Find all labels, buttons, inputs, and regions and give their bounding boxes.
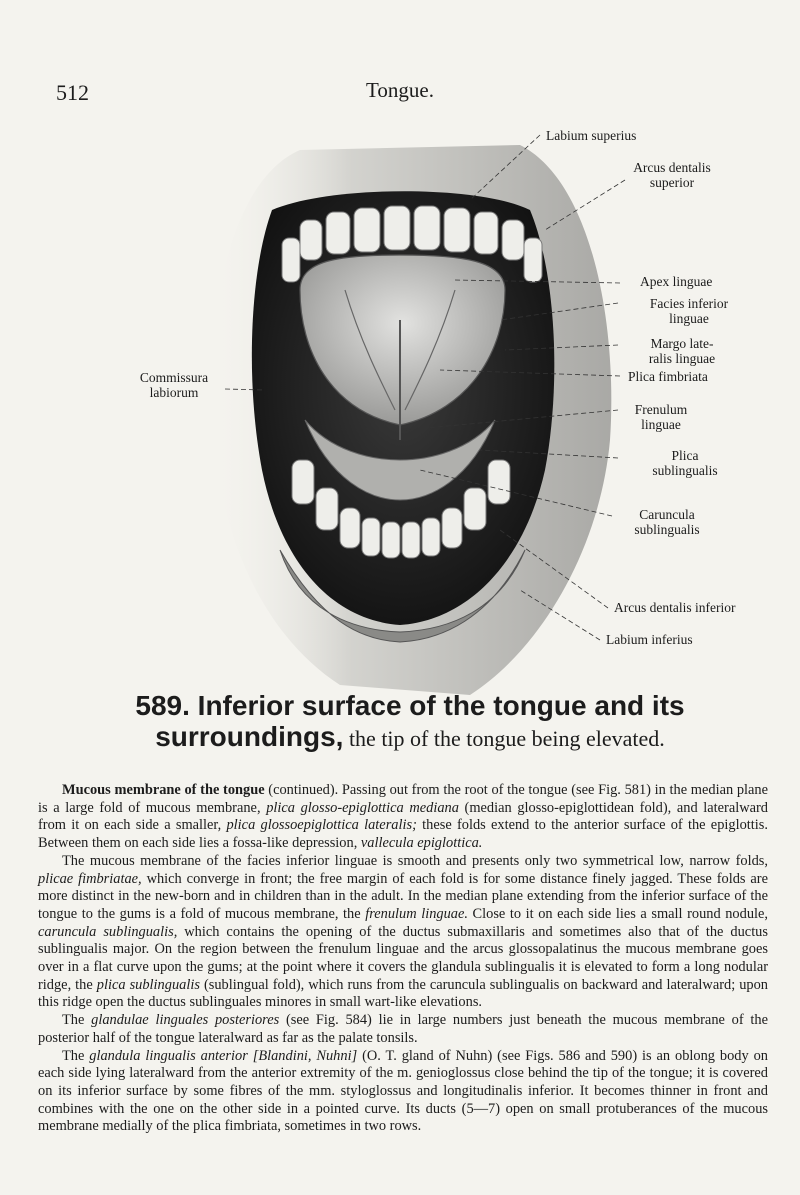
label-plica-sublingualis <box>630 448 740 478</box>
caption-line-1: 589. Inferior surface of the tongue and its <box>135 690 685 721</box>
text-run: (see Fig. 584) lie in large numbers just beneath the mucous membrane of the posterior half of the tongue lateralward as far as the palate tonsils. <box>38 1012 768 1046</box>
label-line: Arcus dentalis <box>633 160 711 175</box>
label-apex-linguae: Apex linguae <box>640 274 713 289</box>
term: frenulum linguae. <box>365 905 468 922</box>
label-line: Caruncula <box>639 507 695 522</box>
body-text <box>38 782 768 1136</box>
paragraph <box>38 853 768 1012</box>
term: glandulae linguales posteriores <box>91 1012 280 1029</box>
label-line: ralis linguae <box>648 351 716 366</box>
text-run: Close to it on each side lies a small round nodule, <box>467 905 768 922</box>
label-line: Margo late- <box>650 336 714 351</box>
term: caruncula sublingualis, <box>38 923 178 940</box>
label-line: linguae <box>669 311 709 326</box>
paragraph <box>38 782 768 853</box>
term: plicae fimbriatae, <box>38 870 142 887</box>
label-line: superior <box>649 175 695 190</box>
label-frenulum-linguae <box>606 402 716 432</box>
label-line: Commissura <box>139 370 209 385</box>
text-run: (O. T. gland of Nuhn) (see Figs. 586 and 590) is an oblong body on each side lying lateralward from the anterior extremity of the m. genioglossus close behind the tip of the tongue; it is covered on its inferior surface by some fibres of the mm. styloglossus and longitudinalis inferior. It becomes thinner in front and combines with the one on the other side in a pointed curve. Its ducts (5—7) open on small protuberances of the mucous membrane medially of the plica fimbriata, sometimes in two rows. <box>38 1047 768 1135</box>
figure-caption <box>60 690 760 754</box>
label-plica-fimbriata: Plica fimbriata <box>628 369 708 384</box>
text-run: (continued). Passing out from the root of the tongue (see Fig. 581) in the median plane is a large fold of mucous membrane, <box>38 782 768 816</box>
label-caruncula-sublingualis <box>612 507 722 537</box>
caption-subtitle: the tip of the tongue being elevated. <box>343 726 665 751</box>
text-run: The mucous membrane of the facies inferior linguae is smooth and presents only two symmetrical low, narrow folds, <box>62 852 768 869</box>
label-line: linguae <box>641 417 681 432</box>
label-line: Plica <box>671 448 699 463</box>
label-commissura-labiorum <box>124 370 224 400</box>
label-line: sublingualis <box>634 522 700 537</box>
term: plica glosso-epiglottica mediana <box>266 799 459 816</box>
label-facies-inferior-linguae <box>624 296 754 326</box>
figure-mouth-illustration <box>0 120 800 700</box>
text-run: which converge in front; the free margin of each fold is for some distance finely jagged. These folds are more distinct in the new-born and in children than in the adult. In the median plane extending from the inferior surface of the tongue to the gums is a fold of mucous membrane, the <box>38 870 768 922</box>
paragraph <box>38 1048 768 1137</box>
term: glandula lingualis anterior [Blandini, Nuhni] <box>89 1047 358 1064</box>
label-arcus-dentalis-inferior: Arcus dentalis inferior <box>614 600 736 615</box>
label-arcus-dentalis-superior <box>612 160 732 190</box>
text-run: which contains the opening of the ductus submaxillaris and sometimes also that of the ductus sublingualis major. On the region between the frenulum linguae and the arcus glossopalatinus the mucous membrane goes over in a flat curve upon the gums; at the point where it covers the glandula sublingualis it is elevated to form a long nodular ridge, the <box>38 923 768 993</box>
section-lead: Mucous membrane of the tongue <box>62 782 265 798</box>
text-run: The <box>62 1047 90 1064</box>
caption-title-end: surroundings, <box>155 721 344 752</box>
page-number: 512 <box>56 80 89 105</box>
text-run: these folds extend to the anterior surface of the epiglottis. Between them on each side lies a fossa-like depression, <box>38 817 768 852</box>
text-run: (sublingual fold), which runs from the caruncula sublingualis on backward and lateralward; upon this ridge open the ductus sublinguales minores in small wart-like elevations. <box>38 976 768 1011</box>
caption-line-2 <box>60 721 760 754</box>
term: plica glossoepiglottica lateralis; <box>226 817 417 834</box>
term: plica sublingualis <box>96 976 200 993</box>
label-margo-lateralis-linguae <box>622 336 742 366</box>
label-line: Frenulum <box>634 402 688 417</box>
paragraph <box>38 1012 768 1047</box>
label-line: sublingualis <box>652 463 718 478</box>
label-labium-superius: Labium superius <box>546 128 637 143</box>
label-labium-inferius: Labium inferius <box>606 632 693 647</box>
text-run: (median glosso-epiglottidean fold), and lateralward from it on each side a smaller, <box>38 799 769 834</box>
running-head: Tongue. <box>366 78 434 102</box>
term: vallecula epiglottica. <box>360 835 483 852</box>
label-line: Facies inferior <box>649 296 729 311</box>
label-line: labiorum <box>149 385 199 400</box>
text-run: The <box>62 1012 92 1029</box>
